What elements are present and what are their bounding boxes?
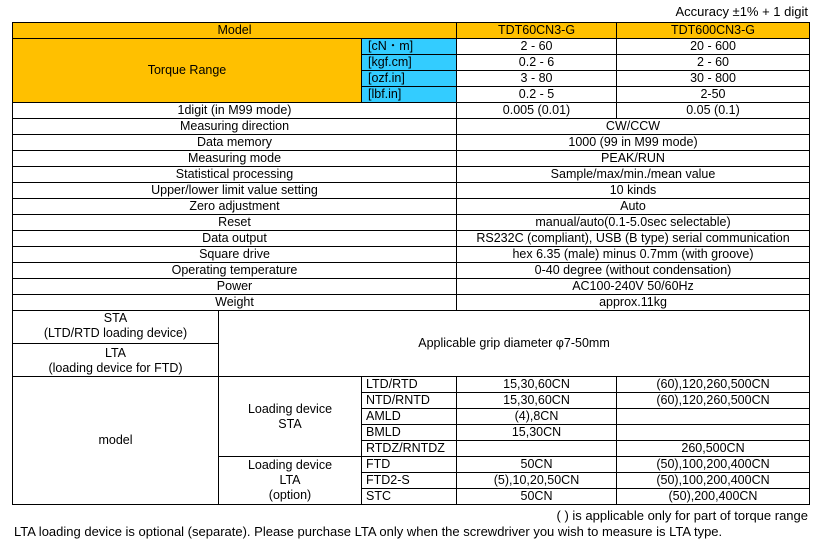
spec-label: Data memory [13, 135, 457, 151]
grip-device-label [13, 311, 219, 377]
digit-label: 1digit (in M99 mode) [13, 103, 457, 119]
device-value-1: 15,30,60CN [457, 377, 617, 393]
lta-label: LTA [104, 346, 127, 360]
sta-sublabel: (LTD/RTD loading device) [43, 326, 188, 340]
lta-group-label-line: Loading device [247, 458, 333, 472]
spec-value: PEAK/RUN [457, 151, 810, 167]
spec-label: Zero adjustment [13, 199, 457, 215]
spec-value: CW/CCW [457, 119, 810, 135]
torque-row [13, 39, 810, 55]
device-value-2: 260,500CN [617, 441, 810, 457]
header-row [13, 23, 810, 39]
model-row [13, 377, 810, 393]
device-name: BMLD [362, 425, 457, 441]
footnote-lta: LTA loading device is optional (separate). Please purchase LTA only when the screwdriver you wish to measure is LTA type. [14, 524, 723, 539]
device-name: FTD2-S [362, 473, 457, 489]
device-value-1: 50CN [457, 457, 617, 473]
device-value-1: (5),10,20,50CN [457, 473, 617, 489]
digit-row [13, 103, 810, 119]
device-value-1: 15,30,60CN [457, 393, 617, 409]
digit-value-2: 0.05 (0.1) [617, 103, 810, 119]
spec-value: Sample/max/min./mean value [457, 167, 810, 183]
model-label: model [13, 377, 219, 505]
device-value-2: (50),200,400CN [617, 489, 810, 505]
torque-unit: [cN・m] [362, 39, 457, 55]
device-value-1: 15,30CN [457, 425, 617, 441]
sta-label: STA [103, 311, 128, 325]
spec-label: Upper/lower limit value setting [13, 183, 457, 199]
lta-sublabel: (loading device for FTD) [48, 361, 183, 375]
spec-label: Weight [13, 295, 457, 311]
digit-value-1: 0.005 (0.01) [457, 103, 617, 119]
spec-label: Measuring mode [13, 151, 457, 167]
device-value-2: (60),120,260,500CN [617, 393, 810, 409]
spec-row [13, 215, 810, 231]
spec-label: Data output [13, 231, 457, 247]
spec-row [13, 119, 810, 135]
device-value-2: (50),100,200,400CN [617, 457, 810, 473]
model-col2-header: TDT600CN3-G [617, 23, 810, 39]
spec-row [13, 279, 810, 295]
spec-row [13, 263, 810, 279]
spec-row [13, 231, 810, 247]
spec-label: Reset [13, 215, 457, 231]
device-value-2 [617, 425, 810, 441]
spec-value: RS232C (compliant), USB (B type) serial communication [457, 231, 810, 247]
device-value-1: 50CN [457, 489, 617, 505]
torque-value-2: 30 - 800 [617, 71, 810, 87]
accuracy-note: Accuracy ±1% + 1 digit [675, 4, 808, 19]
sta-group-label-line: Loading device [247, 401, 333, 416]
spec-row [13, 247, 810, 263]
lta-group-label-line: LTA [279, 473, 301, 487]
spec-row [13, 151, 810, 167]
torque-unit: [ozf.in] [362, 71, 457, 87]
model-col1-header: TDT60CN3-G [457, 23, 617, 39]
sta-group-label-line: STA [278, 416, 302, 431]
lta-group-label-line: (option) [268, 488, 312, 502]
device-name: STC [362, 489, 457, 505]
spec-value: AC100-240V 50/60Hz [457, 279, 810, 295]
device-name: AMLD [362, 409, 457, 425]
spec-value: hex 6.35 (male) minus 0.7mm (with groove) [457, 247, 810, 263]
spec-row [13, 183, 810, 199]
spec-value: 10 kinds [457, 183, 810, 199]
sta-group-label [219, 377, 362, 457]
device-value-2: (50),100,200,400CN [617, 473, 810, 489]
device-name: FTD [362, 457, 457, 473]
device-value-2 [617, 409, 810, 425]
spec-row [13, 199, 810, 215]
spec-value: 1000 (99 in M99 mode) [457, 135, 810, 151]
spec-label: Power [13, 279, 457, 295]
spec-label: Statistical processing [13, 167, 457, 183]
torque-value-1: 3 - 80 [457, 71, 617, 87]
spec-value: approx.11kg [457, 295, 810, 311]
lta-group-label [219, 457, 362, 505]
torque-value-2: 2 - 60 [617, 55, 810, 71]
torque-value-1: 0.2 - 5 [457, 87, 617, 103]
device-name: LTD/RTD [362, 377, 457, 393]
footnote-range: ( ) is applicable only for part of torque range [556, 508, 808, 523]
torque-value-2: 20 - 600 [617, 39, 810, 55]
torque-unit: [lbf.in] [362, 87, 457, 103]
device-value-1: (4),8CN [457, 409, 617, 425]
spec-value: 0-40 degree (without condensation) [457, 263, 810, 279]
device-name: NTD/RNTD [362, 393, 457, 409]
spec-value: manual/auto(0.1-5.0sec selectable) [457, 215, 810, 231]
grip-diameter-value: Applicable grip diameter φ7-50mm [219, 311, 810, 377]
spec-row [13, 295, 810, 311]
spec-label: Measuring direction [13, 119, 457, 135]
torque-range-label: Torque Range [13, 39, 362, 103]
spec-table [12, 22, 810, 505]
torque-value-1: 0.2 - 6 [457, 55, 617, 71]
spec-value: Auto [457, 199, 810, 215]
torque-unit: [kgf.cm] [362, 55, 457, 71]
spec-row [13, 135, 810, 151]
grip-row [13, 311, 810, 377]
model-header: Model [13, 23, 457, 39]
device-name: RTDZ/RNTDZ [362, 441, 457, 457]
spec-label: Operating temperature [13, 263, 457, 279]
device-value-1 [457, 441, 617, 457]
device-value-2: (60),120,260,500CN [617, 377, 810, 393]
torque-value-1: 2 - 60 [457, 39, 617, 55]
torque-value-2: 2-50 [617, 87, 810, 103]
spec-row [13, 167, 810, 183]
spec-label: Square drive [13, 247, 457, 263]
